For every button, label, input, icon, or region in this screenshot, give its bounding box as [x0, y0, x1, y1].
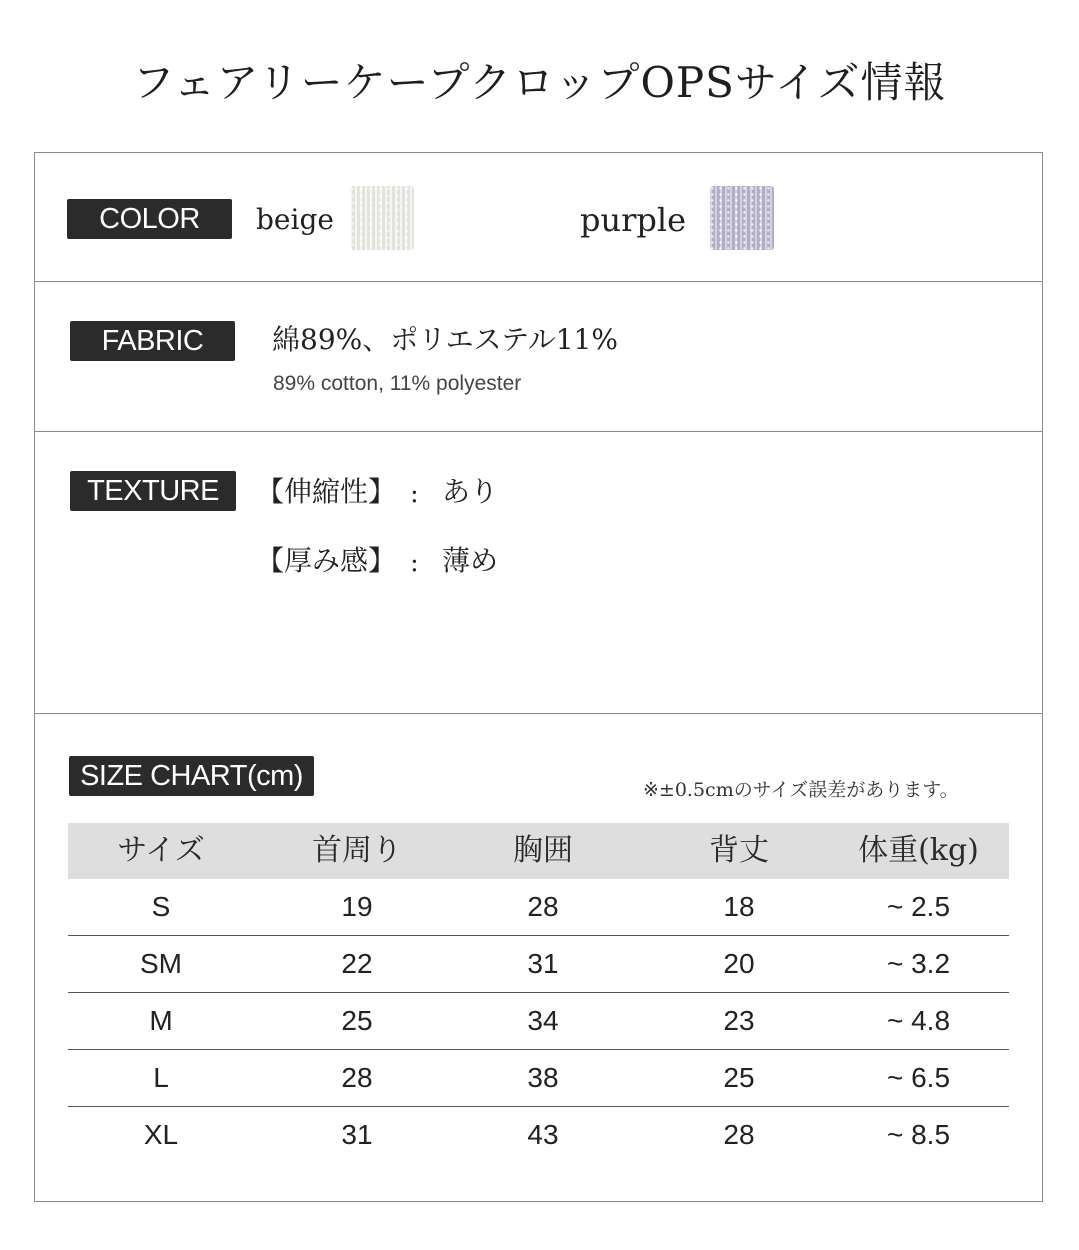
cell-neck: 19: [341, 891, 373, 922]
cell-size: SM: [140, 948, 182, 979]
fabric-text-en: 89% cotton, 11% polyester: [273, 372, 522, 395]
texture-key-stretch: 【伸縮性】: [256, 475, 397, 508]
cell-size: M: [149, 1005, 173, 1036]
section-divider: [34, 431, 1043, 432]
texture-sep: :: [410, 479, 419, 509]
texture-key-thickness: 【厚み感】: [256, 544, 397, 577]
cell-back-length: 20: [723, 948, 755, 979]
purple-swatch: [710, 186, 774, 250]
cell-chest: 38: [527, 1062, 559, 1093]
texture-value-stretch: あり: [442, 475, 499, 508]
size-chart-label: SIZE CHART(cm): [69, 756, 314, 796]
cell-weight: ~ 2.5: [886, 891, 951, 922]
beige-swatch: [350, 186, 414, 250]
cell-chest: 31: [527, 948, 559, 979]
table-row: [68, 1050, 1009, 1107]
cell-neck: 25: [341, 1005, 373, 1036]
color-name-beige: beige: [256, 203, 334, 236]
cell-weight: ~ 4.8: [886, 1005, 951, 1036]
cell-neck: 22: [341, 948, 373, 979]
fabric-label: FABRIC: [70, 321, 235, 361]
texture-value-thickness: 薄め: [442, 544, 499, 577]
size-table: [68, 823, 1009, 1163]
cell-neck: 31: [341, 1119, 373, 1150]
size-error-note: ※±0.5cmのサイズ誤差があります。: [643, 779, 959, 801]
color-label: COLOR: [67, 199, 232, 239]
table-row: [68, 879, 1009, 936]
cell-size: L: [153, 1062, 169, 1093]
cell-weight: ~ 3.2: [886, 948, 951, 979]
cell-chest: 28: [527, 891, 559, 922]
table-header: [68, 823, 1009, 879]
cell-weight: ~ 6.5: [886, 1062, 951, 1093]
table-row: [68, 936, 1009, 993]
cell-chest: 34: [527, 1005, 559, 1036]
header-chest: 胸囲: [513, 833, 573, 868]
fabric-text-jp: 綿89%、ポリエステル11%: [272, 323, 618, 356]
color-name-purple: purple: [580, 201, 687, 239]
cell-weight: ~ 8.5: [886, 1119, 951, 1150]
section-divider: [34, 713, 1043, 714]
cell-size: XL: [143, 1119, 179, 1150]
header-neck: 首周り: [312, 833, 402, 868]
cell-back-length: 25: [723, 1062, 755, 1093]
cell-neck: 28: [341, 1062, 373, 1093]
texture-label: TEXTURE: [70, 471, 236, 511]
cell-back-length: 18: [723, 891, 755, 922]
header-back-length: 背丈: [709, 833, 769, 868]
table-row: [68, 1107, 1009, 1163]
cell-chest: 43: [527, 1119, 559, 1150]
section-divider: [34, 281, 1043, 282]
table-row: [68, 993, 1009, 1050]
texture-sep: :: [410, 548, 419, 578]
cell-size: S: [151, 891, 171, 922]
header-size: サイズ: [117, 833, 205, 868]
header-weight: 体重(kg): [858, 833, 979, 868]
cell-back-length: 28: [723, 1119, 755, 1150]
page-title: フェアリーケープクロップOPSサイズ情報: [132, 58, 947, 107]
cell-back-length: 23: [723, 1005, 755, 1036]
